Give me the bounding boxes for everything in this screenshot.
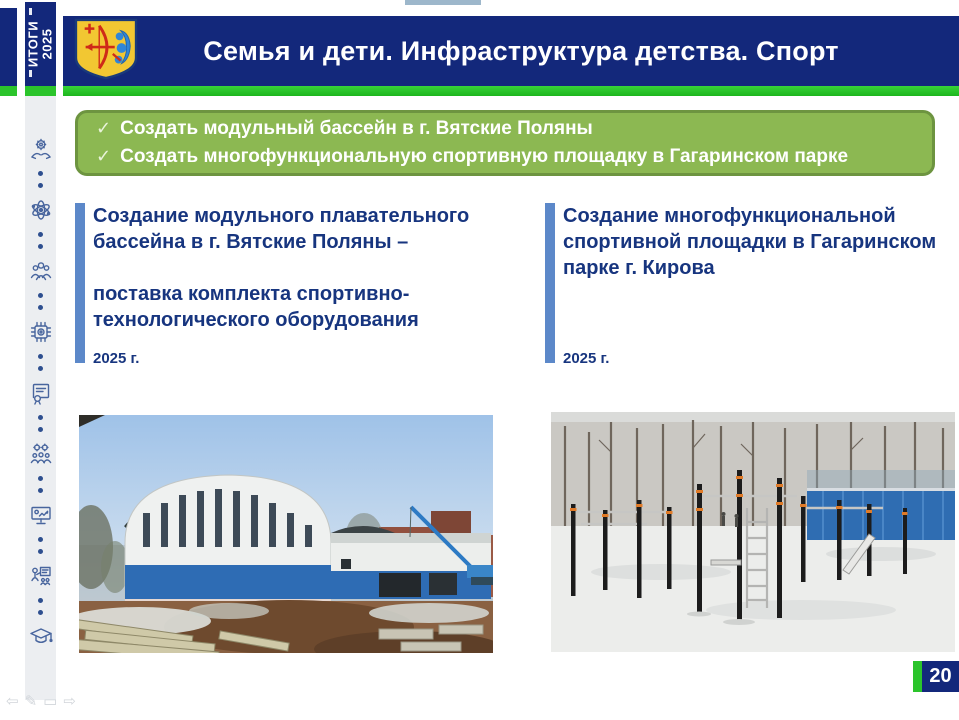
edge-year-green-stripe <box>25 86 56 96</box>
project-sportsground <box>545 203 945 369</box>
sidebar-dots <box>38 354 43 371</box>
project-year: 2025 г. <box>563 350 610 367</box>
edge-year-label-line1: ИТОГИ <box>25 20 41 68</box>
page-number-badge <box>913 661 959 692</box>
people-group-icon <box>28 258 54 284</box>
sidebar-dots <box>38 171 43 188</box>
sidebar <box>25 96 56 700</box>
team-gears-icon <box>28 441 54 467</box>
top-tick <box>405 0 481 5</box>
slide-overview-button[interactable]: ▭ <box>43 693 58 710</box>
accent-bar <box>75 203 85 363</box>
page-number: 20 <box>922 661 959 692</box>
chip-gear-icon <box>28 319 54 345</box>
teacher-board-icon <box>28 563 54 589</box>
slide-title: Семья и дети. Инфраструктура детства. Спорт <box>203 35 839 66</box>
sidebar-dots <box>38 232 43 249</box>
presenter-controls <box>6 690 86 712</box>
previous-slide-button[interactable]: ⇦ <box>6 693 19 710</box>
project-detail: поставка комплекта спортивно-технологического оборудования <box>93 283 419 331</box>
edge-sliver-green-stripe <box>0 86 17 96</box>
next-slide-button[interactable]: ⇨ <box>63 693 76 710</box>
checklist-item <box>96 143 914 171</box>
kirov-coat-of-arms-icon <box>69 17 143 86</box>
atom-icon <box>28 197 54 223</box>
check-icon: ✓ <box>96 146 112 166</box>
workout-ground-photo <box>551 412 955 652</box>
project-pool <box>75 203 515 369</box>
edge-year-label-line2: 2025 <box>39 28 55 60</box>
certificate-icon <box>28 380 54 406</box>
checklist-item-text: Создать модульный бассейн в г. Вятские Поляны <box>120 118 593 140</box>
sidebar-dots <box>38 537 43 554</box>
pen-tool-button[interactable]: ✎ <box>24 693 38 710</box>
graduation-cap-icon <box>28 624 54 650</box>
page-badge-green-stripe <box>913 661 922 692</box>
header-bar <box>63 16 959 86</box>
header-green-stripe <box>63 86 959 96</box>
accent-bar <box>545 203 555 363</box>
checklist-item-text: Создать многофункциональную спортивную площадку в Гагаринском парке <box>120 146 849 167</box>
sidebar-dots <box>38 293 43 310</box>
sidebar-dots <box>38 476 43 493</box>
edge-sliver <box>0 8 17 86</box>
hands-gear-icon <box>28 136 54 162</box>
sidebar-dots <box>38 598 43 615</box>
project-heading: Создание многофункциональной спортивной площадки в Гагаринском парке г. Кирова <box>563 205 937 279</box>
check-icon: ✓ <box>96 118 112 139</box>
monitor-chart-icon <box>28 502 54 528</box>
sidebar-dots <box>38 415 43 432</box>
edge-year-label <box>26 0 56 89</box>
project-heading: Создание модульного плавательного бассейна в г. Вятские Поляны – <box>93 205 470 253</box>
checklist-item <box>96 115 914 143</box>
checklist-box <box>75 110 935 176</box>
pool-construction-photo <box>79 415 493 653</box>
project-year: 2025 г. <box>93 350 140 367</box>
